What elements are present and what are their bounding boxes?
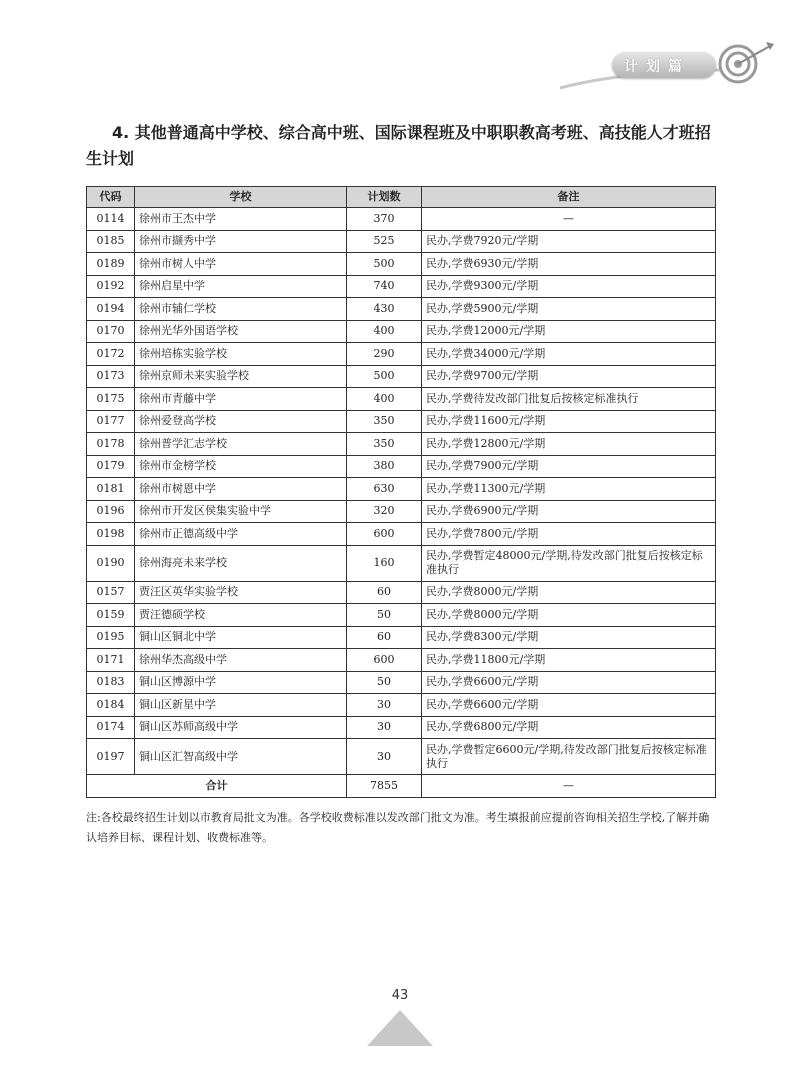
cell-school: 徐州光华外国语学校 (135, 320, 347, 343)
cell-school: 铜山区新星中学 (135, 694, 347, 717)
table-row (87, 208, 716, 231)
table-row (87, 545, 716, 581)
cell-note: 民办,学费6930元/学期 (422, 253, 716, 276)
cell-quota: 380 (347, 455, 422, 478)
cell-note: 民办,学费8000元/学期 (422, 581, 716, 604)
cell-note: 民办,学费12000元/学期 (422, 320, 716, 343)
column-header-code: 代码 (87, 187, 135, 208)
table-row (87, 626, 716, 649)
table-header-row (87, 187, 716, 208)
cell-quota: 430 (347, 298, 422, 321)
table-row (87, 716, 716, 739)
cell-code: 0175 (87, 388, 135, 411)
cell-code: 0197 (87, 739, 135, 775)
cell-school: 徐州培栋实验学校 (135, 343, 347, 366)
table-row (87, 694, 716, 717)
cell-code: 0114 (87, 208, 135, 231)
cell-school: 铜山区苏师高级中学 (135, 716, 347, 739)
cell-code: 0159 (87, 604, 135, 627)
cell-quota: 350 (347, 410, 422, 433)
table-row (87, 649, 716, 672)
cell-note: 民办,学费9300元/学期 (422, 275, 716, 298)
cell-school: 贾汪德硕学校 (135, 604, 347, 627)
cell-code: 0183 (87, 671, 135, 694)
cell-code: 0196 (87, 500, 135, 523)
cell-school: 徐州市撷秀中学 (135, 230, 347, 253)
footnote: 注:各校最终招生计划以市教育局批文为准。各学校收费标准以发改部门批文为准。考生填报前应提前咨询相关招生学校,了解并确认培养目标、课程计划、收费标准等。 (86, 811, 710, 844)
table-row (87, 433, 716, 456)
cell-school: 铜山区博源中学 (135, 671, 347, 694)
cell-school: 徐州市树人中学 (135, 253, 347, 276)
cell-school: 徐州市正德高级中学 (135, 523, 347, 546)
cell-code: 0194 (87, 298, 135, 321)
column-header-quota: 计划数 (347, 187, 422, 208)
cell-code: 0198 (87, 523, 135, 546)
total-label: 合计 (87, 775, 347, 798)
cell-quota: 30 (347, 694, 422, 717)
cell-note: 民办,学费7920元/学期 (422, 230, 716, 253)
cell-code: 0177 (87, 410, 135, 433)
cell-note: 民办,学费待发改部门批复后按核定标准执行 (422, 388, 716, 411)
cell-code: 0190 (87, 545, 135, 581)
section-badge (602, 46, 714, 86)
table-row (87, 455, 716, 478)
table-row (87, 478, 716, 501)
cell-quota: 500 (347, 253, 422, 276)
cell-quota: 350 (347, 433, 422, 456)
cell-quota: 50 (347, 671, 422, 694)
cell-school: 徐州市青藤中学 (135, 388, 347, 411)
table-row (87, 230, 716, 253)
section-title: 4. 其他普通高中学校、综合高中班、国际课程班及中职职教高考班、高技能人才班招生计划 (86, 123, 711, 168)
table-row (87, 500, 716, 523)
table-body (87, 208, 716, 798)
cell-school: 徐州普学汇志学校 (135, 433, 347, 456)
cell-note: 民办,学费8300元/学期 (422, 626, 716, 649)
table-row (87, 388, 716, 411)
cell-quota: 525 (347, 230, 422, 253)
total-note: — (422, 775, 716, 798)
section-badge-label: 计划篇 (624, 59, 690, 75)
cell-quota: 320 (347, 500, 422, 523)
cell-note: 民办,学费12800元/学期 (422, 433, 716, 456)
table-row (87, 523, 716, 546)
cell-note: 民办,学费11800元/学期 (422, 649, 716, 672)
cell-note: 民办,学费11600元/学期 (422, 410, 716, 433)
cell-quota: 60 (347, 626, 422, 649)
cell-code: 0195 (87, 626, 135, 649)
enrollment-plan-table (86, 186, 716, 798)
column-header-school: 学校 (135, 187, 347, 208)
cell-quota: 630 (347, 478, 422, 501)
cell-school: 徐州海亮未来学校 (135, 545, 347, 581)
cell-school: 徐州爱登高学校 (135, 410, 347, 433)
cell-note: 民办,学费7800元/学期 (422, 523, 716, 546)
table-row (87, 343, 716, 366)
cell-note: 民办,学费6900元/学期 (422, 500, 716, 523)
cell-code: 0172 (87, 343, 135, 366)
cell-note: 民办,学费6600元/学期 (422, 671, 716, 694)
cell-note: 民办,学费暂定48000元/学期,待发改部门批复后按核定标准执行 (422, 545, 716, 581)
table-row (87, 604, 716, 627)
table-row (87, 581, 716, 604)
cell-quota: 30 (347, 739, 422, 775)
cell-quota: 500 (347, 365, 422, 388)
cell-code: 0189 (87, 253, 135, 276)
table-total-row (87, 775, 716, 798)
cell-quota: 600 (347, 649, 422, 672)
table-row (87, 298, 716, 321)
cell-code: 0170 (87, 320, 135, 343)
table-row (87, 320, 716, 343)
cell-note: 民办,学费9700元/学期 (422, 365, 716, 388)
table-row (87, 671, 716, 694)
column-header-note: 备注 (422, 187, 716, 208)
page-triangle-icon (365, 1008, 435, 1048)
cell-school: 徐州京师未来实验学校 (135, 365, 347, 388)
target-arrow-icon (716, 38, 776, 88)
cell-code: 0179 (87, 455, 135, 478)
cell-quota: 60 (347, 581, 422, 604)
cell-school: 徐州市王杰中学 (135, 208, 347, 231)
cell-code: 0181 (87, 478, 135, 501)
cell-quota: 600 (347, 523, 422, 546)
cell-school: 徐州华杰高级中学 (135, 649, 347, 672)
cell-school: 徐州市金榜学校 (135, 455, 347, 478)
cell-code: 0192 (87, 275, 135, 298)
cell-school: 铜山区铜北中学 (135, 626, 347, 649)
cell-note: 民办,学费8000元/学期 (422, 604, 716, 627)
cell-quota: 400 (347, 388, 422, 411)
cell-school: 徐州启星中学 (135, 275, 347, 298)
table-row (87, 275, 716, 298)
cell-quota: 50 (347, 604, 422, 627)
cell-code: 0157 (87, 581, 135, 604)
cell-quota: 370 (347, 208, 422, 231)
page-number: 43 (391, 988, 409, 1003)
cell-quota: 30 (347, 716, 422, 739)
cell-note: 民办,学费6800元/学期 (422, 716, 716, 739)
cell-code: 0184 (87, 694, 135, 717)
cell-quota: 160 (347, 545, 422, 581)
cell-school: 铜山区汇智高级中学 (135, 739, 347, 775)
cell-quota: 400 (347, 320, 422, 343)
cell-note: 民办,学费34000元/学期 (422, 343, 716, 366)
cell-note: 民办,学费11300元/学期 (422, 478, 716, 501)
table-row (87, 253, 716, 276)
cell-note: 民办,学费暂定6600元/学期,待发改部门批复后按核定标准执行 (422, 739, 716, 775)
cell-note: 民办,学费5900元/学期 (422, 298, 716, 321)
cell-code: 0171 (87, 649, 135, 672)
cell-code: 0173 (87, 365, 135, 388)
table-row (87, 410, 716, 433)
cell-note: 民办,学费6600元/学期 (422, 694, 716, 717)
cell-school: 徐州市树恩中学 (135, 478, 347, 501)
cell-quota: 290 (347, 343, 422, 366)
cell-school: 徐州市开发区侯集实验中学 (135, 500, 347, 523)
cell-school: 徐州市辅仁学校 (135, 298, 347, 321)
table-row (87, 365, 716, 388)
cell-code: 0178 (87, 433, 135, 456)
cell-quota: 740 (347, 275, 422, 298)
cell-school: 贾汪区英华实验学校 (135, 581, 347, 604)
table-row (87, 739, 716, 775)
cell-note: — (422, 208, 716, 231)
cell-code: 0174 (87, 716, 135, 739)
cell-code: 0185 (87, 230, 135, 253)
total-quota: 7855 (347, 775, 422, 798)
cell-note: 民办,学费7900元/学期 (422, 455, 716, 478)
